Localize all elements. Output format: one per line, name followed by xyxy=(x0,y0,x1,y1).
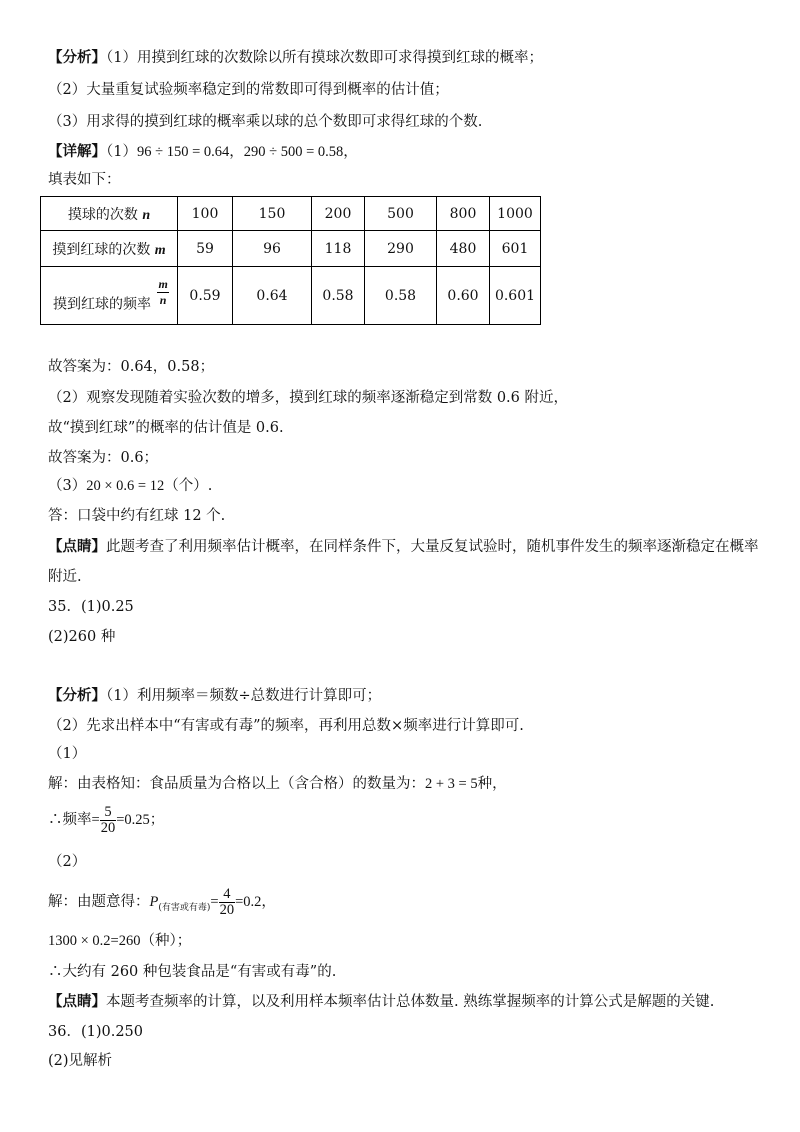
analysis-line-2: （2）大量重复试验频率稳定到的常数即可得到概率的估计值； xyxy=(48,82,449,98)
table-cell: 290 xyxy=(365,231,437,267)
analysis-tag: 【分析】 xyxy=(48,49,106,66)
final-answer: 答：口袋中约有红球 12 个. xyxy=(48,508,226,524)
comment-line-2: 附近. xyxy=(48,569,82,585)
detail-prefix: （1） xyxy=(106,144,137,160)
table-row xyxy=(41,267,541,325)
table-cell: 1000 xyxy=(490,197,541,231)
table-cell: 0.64 xyxy=(233,267,312,325)
table-cell: 500 xyxy=(365,197,437,231)
conclusion-line: ∴大约有 260 种包装食品是“有害或有毒”的. xyxy=(48,964,337,980)
part-label: （2） xyxy=(48,854,87,870)
table-row xyxy=(41,231,541,267)
analysis-line-1 xyxy=(48,48,543,68)
table-row-label: 摸球的次数 n xyxy=(41,197,178,231)
table-cell: 480 xyxy=(437,231,490,267)
part2-line-2: 故“摸到红球”的概率的估计值是 0.6. xyxy=(48,420,284,436)
table-cell: 800 xyxy=(437,197,490,231)
table-row xyxy=(41,197,541,231)
detail-end: ， xyxy=(343,144,358,160)
fraction-5-over-20: $\frac{5}{20}$ xyxy=(100,803,116,836)
table-cell: 100 xyxy=(178,197,233,231)
fraction-4-over-20: $\frac{4}{20}$ xyxy=(219,885,235,918)
table-cell: 118 xyxy=(312,231,365,267)
frequency-line: ∴频率= $\frac{5}{20}$ =0.25； xyxy=(48,803,165,836)
table-cell: 200 xyxy=(312,197,365,231)
table-cell: 0.58 xyxy=(365,267,437,325)
table-row-label: 摸到红球的次数 m xyxy=(41,231,178,267)
answer-line-2: 故答案为：0.6； xyxy=(48,450,159,466)
detail-tag: 【详解】 xyxy=(48,143,106,160)
sum-equation: 2 + 3 = 5 xyxy=(425,776,478,792)
calc-line: 1300 × 0.2=260（种）； xyxy=(48,933,192,949)
detail-eq-1: 96 ÷ 150 = 0.64 xyxy=(136,144,230,160)
fill-table-intro: 填表如下： xyxy=(48,172,121,188)
question-36-sub: (2)见解析 xyxy=(48,1053,113,1069)
analysis-tag: 【分析】 xyxy=(48,687,106,704)
table-cell: 0.58 xyxy=(312,267,365,325)
detail-line xyxy=(48,142,358,162)
table-cell: 601 xyxy=(490,231,541,267)
analysis-line-3: （3）用求得的摸到红球的概率乘以球的总个数即可求得红球的个数. xyxy=(48,114,483,130)
part-label: （1） xyxy=(48,746,87,762)
analysis-35-line-1: 【分析】（1）利用频率＝频数÷总数进行计算即可； xyxy=(48,687,382,704)
part3-equation: 20 × 0.6 = 12 xyxy=(86,478,165,494)
comment-tag: 【点睛】 xyxy=(48,538,106,555)
question-36-heading: 36．(1)0.250 xyxy=(48,1024,144,1040)
solution-35-line-1: 解：由表格知：食品质量为合格以上（含合格）的数量为：2 + 3 = 5种， xyxy=(48,776,507,792)
comment-35-line: 【点睛】本题考查频率的计算，以及利用样本频率估计总体数量. 熟练掌握频率的计算公式是解题的关键. xyxy=(48,993,715,1010)
part2-line-1: （2）观察发现随着实验次数的增多，摸到红球的频率逐渐稳定到常数 0.6 附近， xyxy=(48,390,569,406)
table-cell: 59 xyxy=(178,231,233,267)
question-35-heading: 35．(1)0.25 xyxy=(48,599,134,615)
table-row-label: 摸到红球的频率 $\frac{m}{n}$ xyxy=(41,267,178,325)
table-cell: 96 xyxy=(233,231,312,267)
fraction-m-over-n: $\frac{m}{n}$ xyxy=(158,277,168,308)
detail-sep: ， xyxy=(229,144,244,160)
analysis-text: （1）用摸到红球的次数除以所有摸球次数即可求得摸到红球的概率； xyxy=(106,50,543,66)
detail-eq-2: 290 ÷ 500 = 0.58 xyxy=(243,144,344,160)
answer-line-1: 故答案为：0.64，0.58； xyxy=(48,359,215,375)
solution-35-line-2: 解：由题意得：$P_{(有害或有毒)}=$ $\frac{4}{20}$ =0.2， xyxy=(48,885,276,918)
frequency-table xyxy=(40,196,541,325)
comment-tag: 【点睛】 xyxy=(48,993,106,1010)
product-equation: 1300 × 0.2=260 xyxy=(48,933,141,949)
table-cell: 0.601 xyxy=(490,267,541,325)
table-cell: 0.60 xyxy=(437,267,490,325)
part3-line: （3）20 × 0.6 = 12（个）. xyxy=(48,478,213,494)
table-cell: 150 xyxy=(233,197,312,231)
table-cell: 0.59 xyxy=(178,267,233,325)
analysis-35-line-2: （2）先求出样本中“有害或有毒”的频率，再利用总数×频率进行计算即可. xyxy=(48,718,524,734)
comment-line-1: 【点睛】此题考查了利用频率估计概率，在同样条件下，大量反复试验时，随机事件发生的频率逐渐稳定在概率 xyxy=(48,538,759,555)
question-35-sub: (2)260 种 xyxy=(48,629,116,645)
